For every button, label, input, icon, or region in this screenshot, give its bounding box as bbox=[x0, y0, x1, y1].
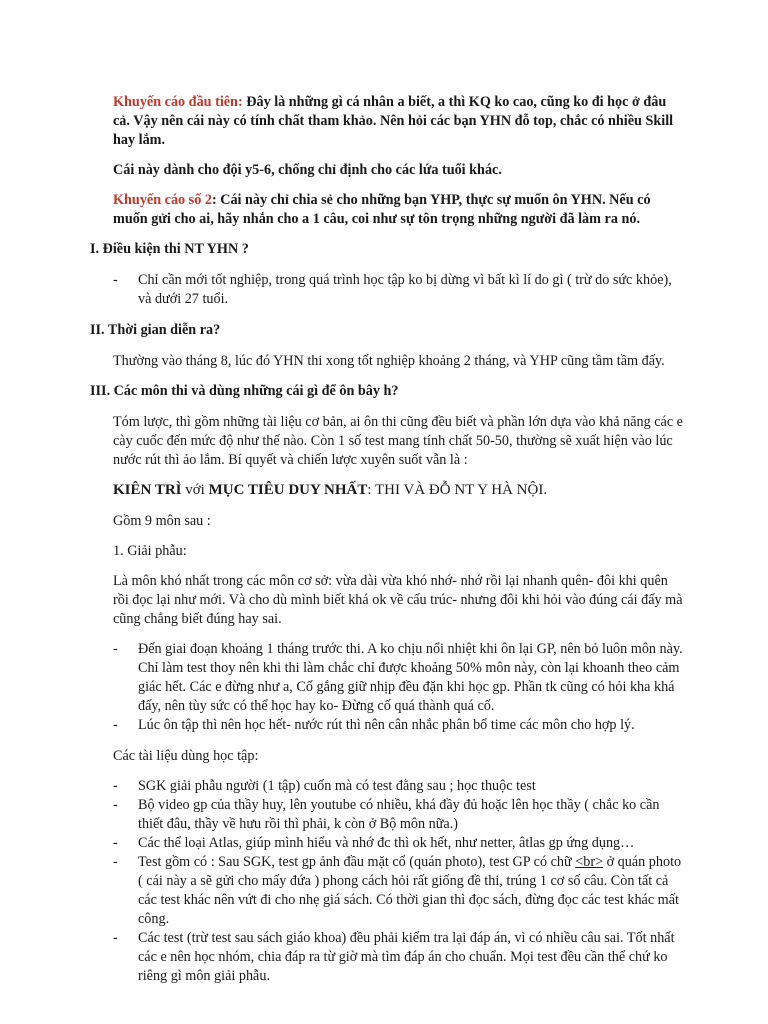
motto-part-2: với bbox=[181, 482, 209, 498]
dash-bullet: - bbox=[113, 778, 118, 794]
list-item-text: Các thể loại Atlas, giúp mình hiểu và nhớ đc thì ok hết, như netter, âtlas gp ứng dụng… bbox=[138, 835, 635, 851]
dash-bullet: - bbox=[113, 930, 118, 946]
dash-bullet: - bbox=[113, 272, 118, 288]
materials-heading: Các tài liệu dùng học tập: bbox=[113, 748, 259, 764]
list-item bbox=[113, 834, 683, 853]
list-item bbox=[113, 716, 683, 735]
motto-part-1: KIÊN TRÌ bbox=[113, 482, 182, 498]
list-item-text: Bộ video gp của thầy huy, lên youtube có nhiều, khá đầy đủ hoặc lên học thầy ( chắc ko cần thiết đâu, thầy về hưu rồi thì phải, k còn ở Bộ môn nữa.) bbox=[138, 797, 660, 832]
subject-1-desc: Là môn khó nhất trong các môn cơ sở: vừa dài vừa khó nhớ- nhớ rồi lại nhanh quên- đôi khi quên rồi đọc lại như mới. Và cho dù mình biết khá ok về cấu trúc- nhưng đôi khi hỏi vào đúng cái đấy mà cũng chẳng biết đúng hay sai. bbox=[113, 573, 683, 627]
motto-part-4: : THI VÀ ĐỖ NT Y HÀ NỘI. bbox=[367, 482, 548, 498]
br-link[interactable]: <br> bbox=[575, 854, 604, 870]
dash-bullet: - bbox=[113, 835, 118, 851]
audience-note: Cái này dành cho đội y5-6, chống chỉ định cho các lứa tuổi khác. bbox=[113, 162, 502, 178]
warning-2-text: : Cái này chỉ chia sẻ cho những bạn YHP, thực sự muốn ôn YHN. Nếu có muốn gửi cho ai, hãy nhắn cho a 1 câu, coi như sự tôn trọng những người đã làm ra nó. bbox=[113, 192, 651, 227]
list-item-text: Đến giai đoạn khoảng 1 tháng trước thi. A ko chịu nổi nhiệt khi ôn lại GP, nên bỏ luôn môn này. Chỉ làm test thoy nên khi thi làm chắc chỉ được khoảng 50% môn này, còn lại khoanh theo cảm giác hết. Các e đừng như a, Cố gắng giữ nhịp đều đặn khi học gp. Phần tk cũng có hỏi kha khá đấy, nên tùy sức có thể học hay ko- Đừng cố quá thành quá cố. bbox=[138, 641, 683, 714]
warning-1-label: Khuyến cáo đầu tiên: bbox=[113, 94, 243, 110]
warning-1-text: Đây là những gì cá nhân a biết, a thì KQ ko cao, cũng ko đi học ở đâu cả. Vậy nên cái này có tính chất tham khảo. Nên hỏi các bạn YHN đỗ top, chắc có nhiều Skill hay lắm. bbox=[113, 94, 674, 148]
warning-1 bbox=[113, 93, 683, 150]
section-1-list bbox=[113, 271, 683, 309]
section-2-heading: II. Thời gian diễn ra? bbox=[90, 322, 221, 338]
dash-bullet: - bbox=[113, 717, 118, 733]
list-item bbox=[113, 796, 683, 834]
motto-line bbox=[113, 481, 683, 500]
subject-1-tips bbox=[113, 640, 683, 735]
list-item bbox=[113, 929, 683, 986]
warning-2 bbox=[113, 191, 683, 229]
document-body bbox=[90, 93, 683, 998]
list-item-text: Lúc ôn tập thì nên học hết- nước rút thì nên cân nhắc phân bổ time các môn cho hợp lý. bbox=[138, 717, 635, 733]
list-item bbox=[113, 853, 683, 929]
warning-2-label: Khuyến cáo số 2 bbox=[113, 192, 212, 208]
list-item bbox=[113, 777, 683, 796]
list-item-text: Test gồm có : Sau SGK, test gp ảnh đầu mặt cổ (quán photo), test GP có chữ bbox=[138, 854, 576, 870]
list-item-text: SGK giải phẫu người (1 tập) cuốn mà có test đằng sau ; học thuộc test bbox=[138, 778, 536, 794]
materials-list bbox=[113, 777, 683, 986]
dash-bullet: - bbox=[113, 797, 118, 813]
section-3-intro: Tóm lược, thì gồm những tài liệu cơ bản, ai ôn thi cũng đều biết và phần lớn dựa vào khả năng các e cày cuốc đến mức độ như thế nào. Còn 1 số test mang tính chất 50-50, thường sẽ xuất hiện vào lúc nước rút thì ảo lắm. Bí quyết và chiến lược xuyên suốt vẫn là : bbox=[113, 414, 683, 468]
list-item-text: Các test (trừ test sau sách giáo khoa) đều phải kiểm tra lại đáp án, vì có nhiều câu sai. Tốt nhất các e nên học nhóm, chia đáp ra từ giờ mà tìm đáp án cho chuẩn. Mọi test đều cần thể chứ ko riêng gì môn giải phẫu. bbox=[138, 930, 675, 984]
dash-bullet: - bbox=[113, 641, 118, 657]
section-1-heading: I. Điều kiện thi NT YHN ? bbox=[90, 241, 249, 257]
list-item bbox=[113, 640, 683, 716]
dash-bullet: - bbox=[113, 854, 118, 870]
section-2-text: Thường vào tháng 8, lúc đó YHN thi xong tốt nghiệp khoảng 2 tháng, và YHP cũng tầm tầm đấy. bbox=[113, 353, 665, 369]
list-item-text: Chỉ cần mới tốt nghiệp, trong quá trình học tập ko bị dừng vì bất kì lí do gì ( trừ do sức khỏe), và dưới 27 tuổi. bbox=[138, 272, 672, 307]
motto-part-3: MỤC TIÊU DUY NHẤT bbox=[208, 482, 368, 498]
subject-count: Gồm 9 môn sau : bbox=[113, 513, 211, 529]
section-3-heading: III. Các môn thi và dùng những cái gì để ôn bây h? bbox=[90, 383, 399, 399]
list-item-text-cont: ở quán photo ( cái này a sẽ gửi cho mấy đứa ) phong cách hỏi rất giống đề thi, trúng 1 cơ số câu. Còn tất cả các test khác nên vứt đi cho nhẹ giá sách. Có thời gian thì đọc sách, đừng đọc các test khác mất công. bbox=[138, 854, 682, 927]
subject-1-title: 1. Giải phẫu: bbox=[113, 543, 187, 559]
list-item bbox=[113, 271, 683, 309]
